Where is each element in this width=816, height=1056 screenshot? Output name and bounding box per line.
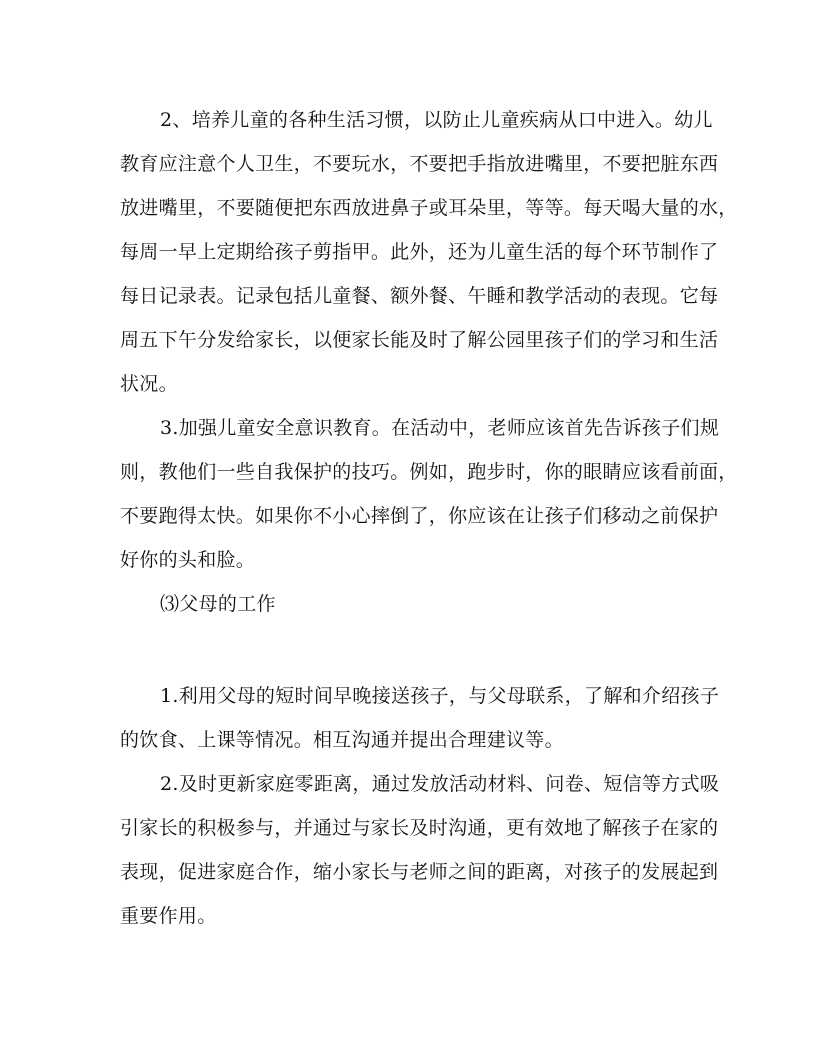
paragraph-1-line-2: 教育应注意个人卫生，不要玩水，不要把手指放进嘴里，不要把脏东西	[120, 153, 719, 175]
paragraph-4-line-4: 重要作用。	[120, 905, 217, 927]
paragraph-2-line-1: 3.加强儿童安全意识教育。在活动中，老师应该首先告诉孩子们规	[160, 417, 720, 439]
paragraph-2-line-4: 好你的头和脸。	[120, 549, 256, 571]
paragraph-1-line-5: 每日记录表。记录包括儿童餐、额外餐、午睡和教学活动的表现。它每	[120, 285, 719, 307]
paragraph-3-line-2: 的饮食、上课等情况。相互沟通并提出合理建议等。	[120, 729, 564, 751]
paragraph-2-line-3: 不要跑得太快。如果你不小心摔倒了，你应该在让孩子们移动之前保护	[120, 505, 719, 527]
paragraph-2-line-2: 则，教他们一些自我保护的技巧。例如，跑步时，你的眼睛应该看前面，	[120, 461, 738, 483]
paragraph-4-line-1: 2.及时更新家庭零距离，通过发放活动材料、问卷、短信等方式吸	[160, 773, 720, 795]
paragraph-1-line-1: 2、培养儿童的各种生活习惯，以防止儿童疾病从口中进入。幼儿	[160, 109, 713, 131]
paragraph-1-line-7: 状况。	[120, 373, 178, 395]
paragraph-1-line-3: 放进嘴里，不要随便把东西放进鼻子或耳朵里，等等。每天喝大量的水，	[120, 197, 738, 219]
paragraph-3-line-1: 1.利用父母的短时间早晚接送孩子，与父母联系，了解和介绍孩子	[160, 685, 720, 707]
paragraph-1-line-6: 周五下午分发给家长，以便家长能及时了解公园里孩子们的学习和生活	[120, 329, 719, 351]
section-heading: ⑶父母的工作	[160, 593, 276, 615]
paragraph-4-line-2: 引家长的积极参与，并通过与家长及时沟通，更有效地了解孩子在家的	[120, 817, 719, 839]
paragraph-1-line-4: 每周一早上定期给孩子剪指甲。此外，还为儿童生活的每个环节制作了	[120, 241, 719, 263]
paragraph-4-line-3: 表现，促进家庭合作，缩小家长与老师之间的距离，对孩子的发展起到	[120, 861, 719, 883]
